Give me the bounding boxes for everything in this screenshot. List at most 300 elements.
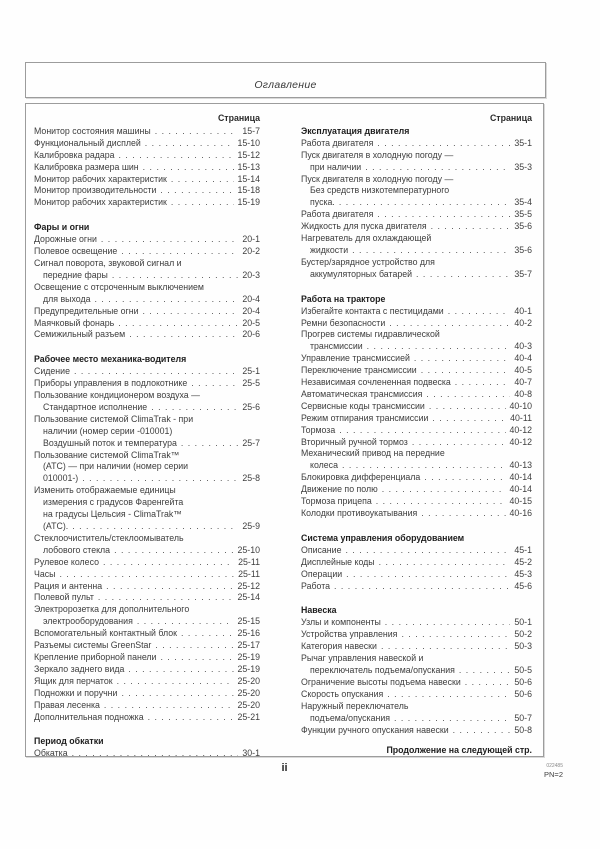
dot-leader [416, 269, 510, 281]
toc-entry-row [301, 209, 532, 221]
dot-leader [181, 628, 233, 640]
toc-entry-page: 20-4 [242, 293, 260, 304]
dot-leader [128, 664, 233, 676]
toc-entry [301, 508, 532, 520]
toc-entry [34, 282, 260, 306]
toc-entry [34, 748, 260, 760]
dot-leader [426, 389, 510, 401]
toc-entry-page: 35-3 [514, 161, 532, 172]
toc-entry-text: Пуск двигателя в холодную погоду — [301, 173, 454, 184]
continuation-note: Продолжение на следующей стр. [386, 745, 532, 756]
toc-entry-text: Калибровка радара [34, 149, 115, 160]
toc-entry-text: Разъемы системы GreenStar [34, 640, 152, 651]
toc-entry-row [34, 712, 260, 724]
toc-entry-page: 35-6 [514, 221, 532, 232]
toc-entry-text: Описание [301, 544, 342, 555]
dot-leader [389, 318, 510, 330]
toc-entry-row [34, 616, 260, 628]
dot-leader [98, 592, 234, 604]
dot-leader [160, 652, 233, 664]
toc-entry [301, 353, 532, 365]
toc-entry-text: Вторичный ручной тормоз [301, 436, 408, 447]
toc-entry-page: 40-10 [509, 400, 532, 411]
toc-entry-row [34, 640, 260, 652]
toc-entry [34, 150, 260, 162]
toc-entry-row [34, 592, 260, 604]
dot-leader [145, 138, 234, 150]
dot-leader [453, 725, 511, 737]
toc-entry-row [34, 366, 260, 378]
toc-entry-page: 20-2 [242, 246, 260, 257]
toc-entry-text: аккумуляторных батарей [310, 268, 413, 279]
dot-leader [421, 508, 505, 520]
toc-entry [34, 557, 260, 569]
toc-entry-row [34, 664, 260, 676]
dot-leader [191, 378, 238, 390]
toc-entry-text: Управление трансмиссией [301, 353, 410, 364]
toc-entry-page: 25-7 [242, 437, 260, 448]
dot-leader [142, 306, 238, 318]
toc-entry-row [34, 581, 260, 593]
toc-entry-page: 40-16 [509, 508, 532, 518]
toc-entry-row [34, 126, 260, 138]
toc-entry-page: 40-13 [509, 460, 532, 471]
toc-entry-text: Монитор состояния машины [34, 125, 151, 136]
dot-leader [459, 665, 510, 677]
toc-entry-page: 15-13 [237, 161, 260, 172]
toc-entry-text: Приборы управления в подлокотнике [34, 378, 188, 389]
toc-section [34, 354, 260, 723]
toc-entry-row [301, 689, 532, 701]
toc-entry-text: Избегайте контакта с пестицидами [301, 305, 444, 316]
toc-entry-page: 25-6 [242, 401, 260, 412]
dot-leader [106, 581, 233, 593]
toc-entry-row [301, 318, 532, 330]
dot-leader [382, 484, 506, 496]
dot-leader [74, 366, 238, 378]
toc-entry-page: 15-7 [242, 125, 260, 136]
toc-section-title: Эксплуатация двигателя [301, 125, 410, 136]
toc-entry-row [301, 437, 532, 449]
toc-entry-page: 40-14 [509, 484, 532, 495]
toc-entry [34, 664, 260, 676]
dot-leader [59, 569, 234, 581]
dot-leader [72, 521, 238, 533]
toc-section [301, 533, 532, 593]
toc-entry [301, 557, 532, 569]
toc-section-title: Период обкатки [34, 736, 104, 747]
toc-entry-row [34, 270, 260, 282]
toc-entry-page: 45-2 [514, 556, 532, 567]
toc-entry-text: Механический привод на передние [301, 448, 445, 459]
dot-leader [376, 496, 506, 508]
toc-entry [34, 581, 260, 593]
toc-entry-page: 35-1 [514, 137, 532, 148]
toc-entry [34, 652, 260, 664]
dot-leader [129, 329, 238, 341]
toc-entry-text: Воздушный поток и температура [43, 437, 177, 448]
dot-leader [143, 162, 234, 174]
dot-leader [160, 185, 233, 197]
toc-entry-text: Дисплейные коды [301, 556, 375, 567]
toc-entry [301, 138, 532, 150]
toc-entry [34, 329, 260, 341]
toc-entry-text: Движение по полю [301, 484, 378, 495]
toc-entry-row [34, 676, 260, 688]
toc-entry-page: 40-15 [509, 496, 532, 507]
toc-entry-row [34, 378, 260, 390]
toc-entry-page: 25-11 [238, 556, 260, 567]
toc-entry-text: Калибровка размера шин [34, 161, 139, 172]
toc-entry-page: 20-5 [242, 317, 260, 328]
toc-entry-page: 50-2 [514, 629, 532, 640]
dot-leader [455, 377, 511, 389]
toc-entry-page: 25-11 [238, 568, 260, 579]
toc-entry [301, 209, 532, 221]
toc-entry [34, 712, 260, 724]
toc-entry-page: 25-19 [237, 651, 260, 662]
toc-section-title: Система управления оборудованием [301, 532, 465, 543]
toc-entry-text: Рычаг управления навеской и [301, 653, 424, 664]
toc-entry-text: Ремни безопасности [301, 317, 386, 328]
dot-leader [346, 569, 510, 581]
toc-entry-text: Прогрев системы гидравлической [301, 329, 440, 340]
toc-entry-text: лобового стекла [43, 544, 111, 555]
toc-entry [34, 185, 260, 197]
toc-entry-row [301, 162, 532, 174]
toc-entry-page: 35-7 [514, 268, 532, 279]
toc-entry [34, 162, 260, 174]
toc-entry [301, 689, 532, 701]
dot-leader [342, 460, 506, 472]
toc-entry [34, 569, 260, 581]
toc-entry-page: 25-16 [237, 628, 260, 639]
toc-entry [34, 533, 260, 557]
toc-entry-row [34, 185, 260, 197]
toc-entry-page: 25-20 [237, 699, 260, 710]
dot-leader [118, 318, 238, 330]
toc-entry-row [301, 496, 532, 508]
dot-leader [394, 713, 510, 725]
toc-entry-row [301, 641, 532, 653]
toc-entry [301, 617, 532, 629]
toc-entry-text: Узлы и компоненты [301, 617, 381, 628]
toc-entry-page: 40-5 [514, 365, 532, 376]
pn-code: PN=2 [544, 770, 563, 779]
toc-entry-text: Монитор рабочих характеристик [34, 197, 167, 208]
toc-entry [301, 448, 532, 472]
toc-column-left [34, 113, 260, 760]
toc-entry-text: Полевой пульт [34, 592, 94, 603]
dot-leader [448, 306, 511, 318]
toc-entry-page: 40-12 [509, 424, 532, 435]
toc-entry-text: Бустер/зарядное устройство для [301, 256, 435, 267]
toc-entry-text: Пользование системой ClimaTrak™ [34, 449, 180, 460]
dot-leader [339, 197, 511, 209]
toc-entry-page: 25-21 [237, 711, 260, 722]
toc-entry-page: 25-8 [242, 473, 260, 484]
dot-leader [352, 245, 510, 257]
dot-leader [104, 700, 234, 712]
toc-entry-row [301, 545, 532, 557]
toc-entry-text: при наличии [310, 161, 362, 172]
toc-entry-page: 20-1 [242, 234, 260, 245]
page-title: Оглавление [254, 79, 317, 91]
toc-entry [301, 389, 532, 401]
toc-entry-text: Семижильный разъем [34, 329, 126, 340]
dot-leader [414, 353, 510, 365]
toc-entry [34, 485, 260, 533]
toc-entry-page: 50-6 [514, 676, 532, 687]
toc-entry-row [34, 174, 260, 186]
toc-column-right [301, 113, 532, 757]
dot-leader [114, 545, 233, 557]
toc-entry-text: для выхода [43, 293, 91, 304]
toc-entry-row [301, 353, 532, 365]
toc-entry [34, 318, 260, 330]
dot-leader [379, 557, 511, 569]
dot-leader [432, 413, 506, 425]
toc-entry-row [301, 389, 532, 401]
toc-entry-page: 45-6 [514, 580, 532, 591]
toc-entry-text: Часы [34, 568, 56, 579]
toc-entry-row [34, 162, 260, 174]
toc-entry-text: Правая лесенка [34, 699, 100, 710]
toc-entry-text: Подножки и поручни [34, 687, 118, 698]
toc-entry-row [34, 473, 260, 485]
toc-entry-row [301, 725, 532, 737]
dot-leader [103, 557, 234, 569]
toc-entry-page: 25-10 [237, 544, 260, 555]
toc-section [34, 222, 260, 341]
toc-entry-page: 40-1 [514, 305, 532, 316]
page-number: ii [281, 762, 288, 774]
toc-entry-row [34, 150, 260, 162]
toc-entry-row [34, 521, 260, 533]
toc-entry [301, 365, 532, 377]
toc-entry-row [34, 402, 260, 414]
toc-entry-row [301, 713, 532, 725]
toc-entry-row [34, 138, 260, 150]
toc-entry-page: 25-19 [237, 663, 260, 674]
toc-entry [34, 258, 260, 282]
toc-entry-row [34, 700, 260, 712]
toc-entry-text: Предупредительные огни [34, 305, 139, 316]
toc-entry-text: Устройства управления [301, 629, 398, 640]
toc-entry-text: Обкатка [34, 748, 68, 759]
toc-entry [34, 604, 260, 628]
toc-entry-row [34, 246, 260, 258]
toc-entry [301, 150, 532, 174]
toc-entry-text: передние фары [43, 269, 108, 280]
toc-entry-row [34, 234, 260, 246]
toc-entry-text: подъема/опускания [310, 712, 391, 723]
toc-entry-text: Работа двигателя [301, 137, 374, 148]
dot-leader [151, 402, 238, 414]
toc-entry-page: 35-4 [514, 197, 532, 208]
toc-entry-text: Скорость опускания [301, 688, 384, 699]
dot-leader [155, 640, 233, 652]
toc-entry [34, 138, 260, 150]
toc-entry [301, 233, 532, 257]
toc-entry [34, 640, 260, 652]
doc-code: 022485 [546, 763, 563, 769]
toc-entry-text: Стандартное исполнение [43, 401, 148, 412]
toc-entry-text: Полевое освещение [34, 246, 118, 257]
toc-entry-text: Пуск двигателя в холодную погоду — [301, 149, 454, 160]
toc-entry-row [301, 581, 532, 593]
toc-entry-row [301, 629, 532, 641]
toc-entry-text: Функциональный дисплей [34, 137, 141, 148]
dot-leader [377, 138, 510, 150]
dot-leader [412, 437, 506, 449]
toc-entry [34, 366, 260, 378]
toc-entry-text: Операции [301, 568, 343, 579]
toc-entry-page: 25-1 [242, 366, 260, 377]
toc-entry-page: 15-12 [237, 149, 260, 160]
toc-entry-text: Без средств низкотемпературного [310, 185, 450, 196]
toc-entry-page: 50-8 [514, 724, 532, 735]
toc-entry-row [301, 306, 532, 318]
toc-entry-text: Функции ручного опускания навески [301, 724, 449, 735]
toc-entry-text: Монитор рабочих характеристик [34, 173, 167, 184]
toc-entry [301, 581, 532, 593]
toc-entry-page: 15-10 [237, 137, 260, 148]
dot-leader [148, 712, 234, 724]
dot-leader [334, 581, 510, 593]
toc-entry-text: трансмиссии [310, 341, 363, 352]
toc-entry [34, 174, 260, 186]
footer-codes [544, 764, 563, 779]
dot-leader [365, 162, 510, 174]
toc-entry [301, 329, 532, 353]
toc-entry-page: 25-15 [237, 616, 260, 627]
toc-entry-row [301, 508, 532, 520]
dot-leader [377, 209, 510, 221]
toc-section [34, 736, 260, 760]
toc-entry-page: 25-14 [237, 592, 260, 603]
toc-entry-page: 40-11 [510, 412, 532, 423]
toc-entry [34, 306, 260, 318]
toc-entry [301, 484, 532, 496]
toc-entry-page: 40-3 [514, 341, 532, 352]
toc-entry-text: Зеркало заднего вида [34, 663, 125, 674]
toc-section-title: Рабочее место механика-водителя [34, 354, 187, 365]
dot-leader [381, 641, 510, 653]
toc-entry [301, 306, 532, 318]
toc-entry-text: Рация и антенна [34, 580, 103, 591]
toc-entry-row [34, 197, 260, 209]
dot-leader [385, 617, 511, 629]
toc-entry-text: измерения с градусов Фаренгейта [43, 497, 184, 508]
toc-entry-text: Крепление приборной панели [34, 651, 157, 662]
toc-entry [301, 413, 532, 425]
toc-entry-page: 30-1 [242, 748, 260, 759]
toc-section [34, 126, 260, 209]
toc-entry-page: 40-2 [514, 317, 532, 328]
toc-entry [301, 401, 532, 413]
toc-entry-row [301, 221, 532, 233]
toc-entry [301, 377, 532, 389]
toc-entry [34, 676, 260, 688]
dot-leader [387, 689, 510, 701]
toc-entry [301, 174, 532, 210]
dot-leader [137, 616, 234, 628]
toc-entry-row [301, 569, 532, 581]
dot-leader [465, 677, 511, 689]
toc-entry-row [34, 545, 260, 557]
toc-entry [34, 246, 260, 258]
toc-entry [301, 677, 532, 689]
toc-box [25, 103, 544, 757]
toc-entry-text: Изменить отображаемые единицы [34, 485, 176, 496]
toc-entry-text: Наружный переключатель [301, 700, 409, 711]
toc-entry-text: Дорожные огни [34, 234, 97, 245]
toc-entry [301, 545, 532, 557]
toc-entry-page: 35-6 [514, 244, 532, 255]
toc-entry-text: Автоматическая трансмиссия [301, 388, 423, 399]
dot-leader [117, 676, 234, 688]
dot-leader [95, 294, 239, 306]
toc-entry [34, 414, 260, 450]
toc-entry-row [34, 438, 260, 450]
toc-section-title: Фары и огни [34, 222, 90, 233]
toc-entry-text: Колодки противоукатывания [301, 508, 418, 518]
toc-entry-text: электрооборудования [43, 616, 133, 627]
toc-entry-text: Монитор производительности [34, 185, 157, 196]
toc-entry-text: колеса [310, 460, 338, 471]
toc-entry-text: Освещение с отсроченным выключением [34, 281, 204, 292]
toc-entry-row [301, 425, 532, 437]
toc-entry-page: 40-14 [509, 472, 532, 483]
toc-entry-text: Ограничение высоты подъема навески [301, 676, 461, 687]
toc-entry-text: пуска. [310, 197, 335, 208]
toc-section-title: Навеска [301, 605, 337, 616]
toc-entry-row [301, 460, 532, 472]
toc-entry [34, 592, 260, 604]
toc-entry [301, 318, 532, 330]
toc-entry-row [301, 677, 532, 689]
toc-entry-page: 15-14 [237, 173, 260, 184]
toc-entry [301, 437, 532, 449]
toc-entry-text: Дополнительная подножка [34, 711, 144, 722]
toc-entry [301, 472, 532, 484]
toc-entry-text: Сигнал поворота, звуковой сигнал и [34, 257, 182, 268]
toc-entry-page: 45-3 [514, 568, 532, 579]
toc-entry-row [34, 329, 260, 341]
dot-leader [121, 246, 238, 258]
toc-entry [301, 496, 532, 508]
toc-entry-text: Пользование кондиционером воздуха — [34, 390, 200, 401]
toc-section [301, 605, 532, 736]
dot-leader [119, 150, 234, 162]
toc-entry-page: 25-12 [237, 580, 260, 591]
page-column-label: Страница [217, 113, 260, 123]
toc-entry-page: 50-3 [514, 641, 532, 652]
toc-entry-text: 010001-) [43, 473, 79, 484]
toc-entry [301, 653, 532, 677]
toc-entry-row [34, 294, 260, 306]
toc-entry-text: Жидкость для пуска двигателя [301, 221, 427, 232]
toc-entry [34, 688, 260, 700]
toc-entry [301, 221, 532, 233]
toc-entry-text: наличии (номер серии -010001) [43, 425, 173, 436]
header-box [25, 62, 546, 98]
dot-leader [367, 341, 511, 353]
toc-entry-page: 35-5 [514, 209, 532, 220]
toc-entry-row [301, 617, 532, 629]
toc-entry-row [34, 628, 260, 640]
